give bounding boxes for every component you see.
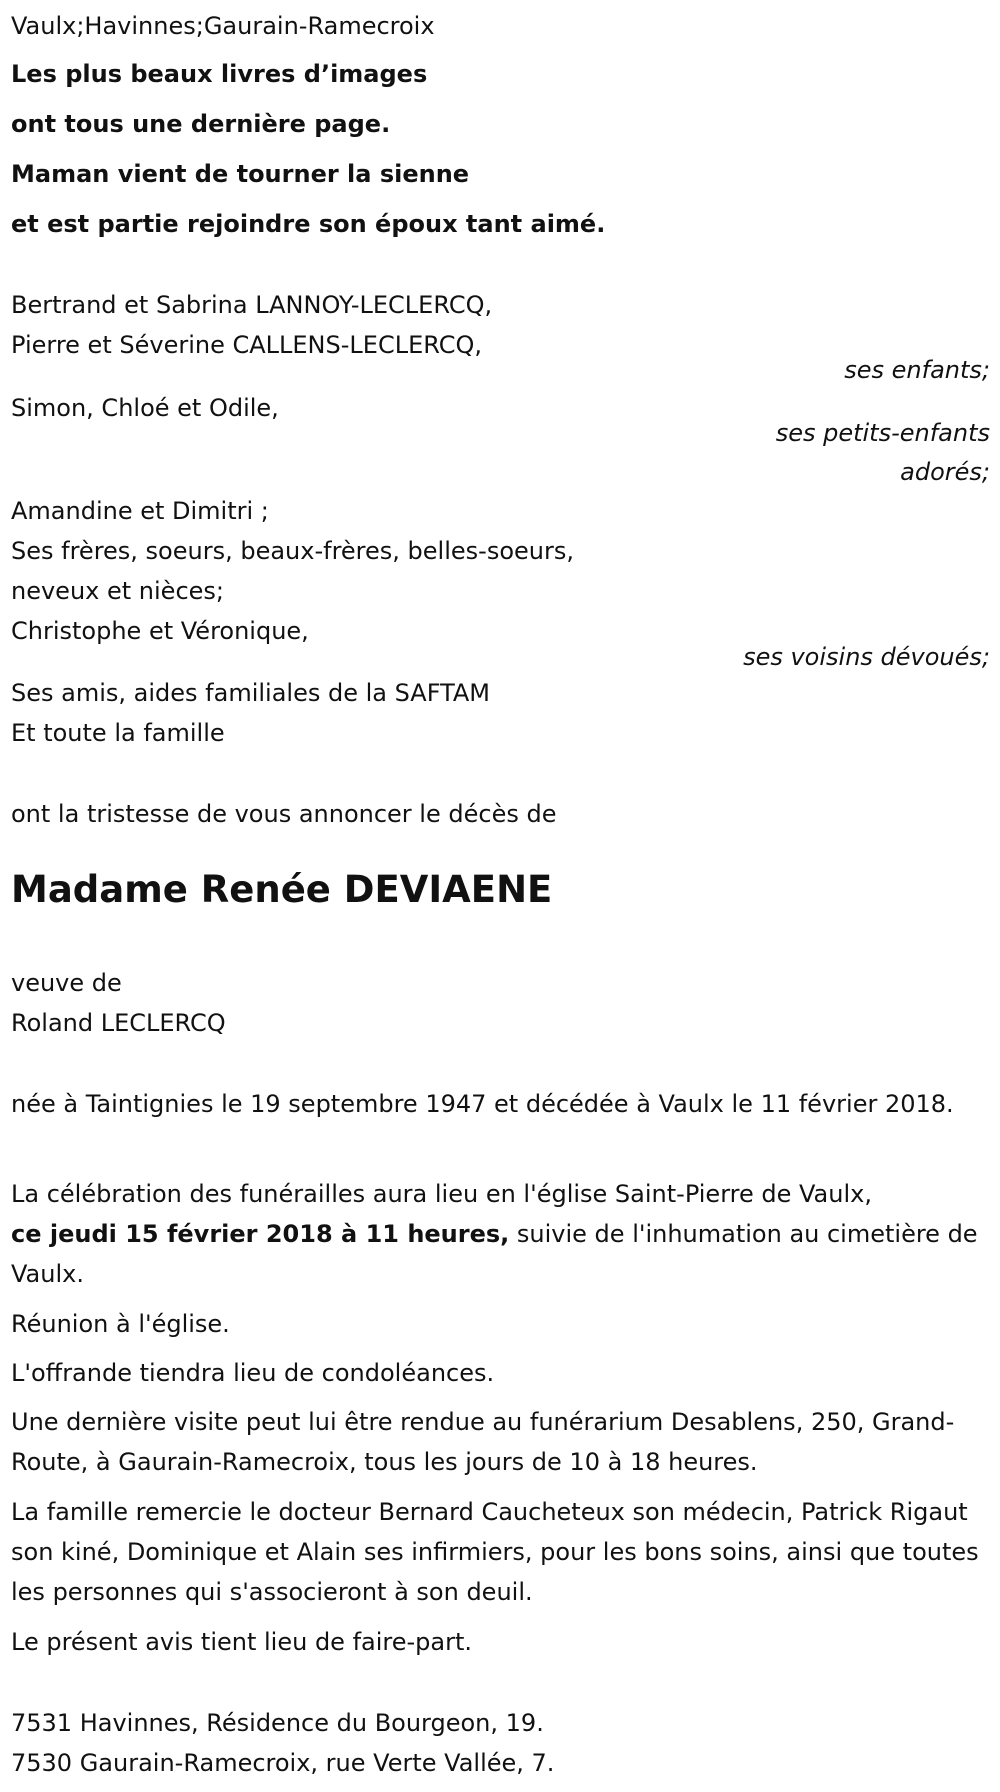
birth-death-paragraph: née à Taintignies le 19 septembre 1947 et décédée à Vaulx le 11 février 2018. [11, 1090, 954, 1118]
locations-header: Vaulx;Havinnes;Gaurain-Ramecroix [11, 12, 435, 40]
spouse-name: Roland LECLERCQ [11, 1009, 226, 1037]
others-line-2: Ses frères, soeurs, beaux-frères, belles-soeurs, [11, 537, 574, 565]
visit-paragraph: Une dernière visite peut lui être rendue au funérarium Desablens, 250, Grand-Route, à Gaurain-Ramecroix, tous les jours de 10 à 18 heures. [11, 1408, 955, 1476]
others-line-1: Amandine et Dimitri ; [11, 497, 269, 525]
grandchildren-role-1: ses petits-enfants [775, 419, 990, 447]
offering-paragraph: L'offrande tiendra lieu de condoléances. [11, 1359, 495, 1387]
thanks-paragraph: La famille remercie le docteur Bernard Caucheteux son médecin, Patrick Rigaut son kiné, Dominique et Alain ses infirmiers, pour les bons soins, ainsi que toutes les personnes qui s'associeront à son deuil. [11, 1498, 979, 1606]
friends-line: Ses amis, aides familiales de la SAFTAM [11, 679, 491, 707]
grandchildren-line: Simon, Chloé et Odile, [11, 394, 279, 422]
deceased-name: Madame Renée DEVIAENE [11, 868, 553, 911]
neighbors-role: ses voisins dévoués; [743, 643, 990, 671]
notice-paragraph: Le présent avis tient lieu de faire-part. [11, 1628, 473, 1656]
grandchildren-role-2: adorés; [900, 458, 990, 486]
neighbors-line: Christophe et Véronique, [11, 617, 309, 645]
children-role: ses enfants; [844, 356, 990, 384]
widow-of-label: veuve de [11, 969, 122, 997]
others-line-3: neveux et nièces; [11, 577, 224, 605]
children-line-1: Bertrand et Sabrina LANNOY-LECLERCQ, [11, 291, 493, 319]
poem-line-4: et est partie rejoindre son époux tant aimé. [11, 210, 606, 238]
address-line-1: 7531 Havinnes, Résidence du Bourgeon, 19. [11, 1709, 544, 1737]
poem-line-1: Les plus beaux livres d’images [11, 60, 428, 88]
poem-line-2: ont tous une dernière page. [11, 110, 391, 138]
ceremony-text-end: suivie de l'inhumation au cimetière de Vaulx. [11, 1220, 978, 1288]
poem-line-3: Maman vient de tourner la sienne [11, 160, 470, 188]
meeting-paragraph: Réunion à l'église. [11, 1310, 230, 1338]
family-line: Et toute la famille [11, 719, 225, 747]
ceremony-paragraph [11, 1174, 981, 1294]
children-line-2: Pierre et Séverine CALLENS-LECLERCQ, [11, 331, 482, 359]
ceremony-text-start: La célébration des funérailles aura lieu en l'église Saint-Pierre de Vaulx, [11, 1180, 872, 1208]
address-line-2: 7530 Gaurain-Ramecroix, rue Verte Vallée, 7. [11, 1749, 555, 1777]
ceremony-date: ce jeudi 15 février 2018 à 11 heures, [11, 1220, 510, 1248]
announcement-intro: ont la tristesse de vous annoncer le décès de [11, 800, 557, 828]
